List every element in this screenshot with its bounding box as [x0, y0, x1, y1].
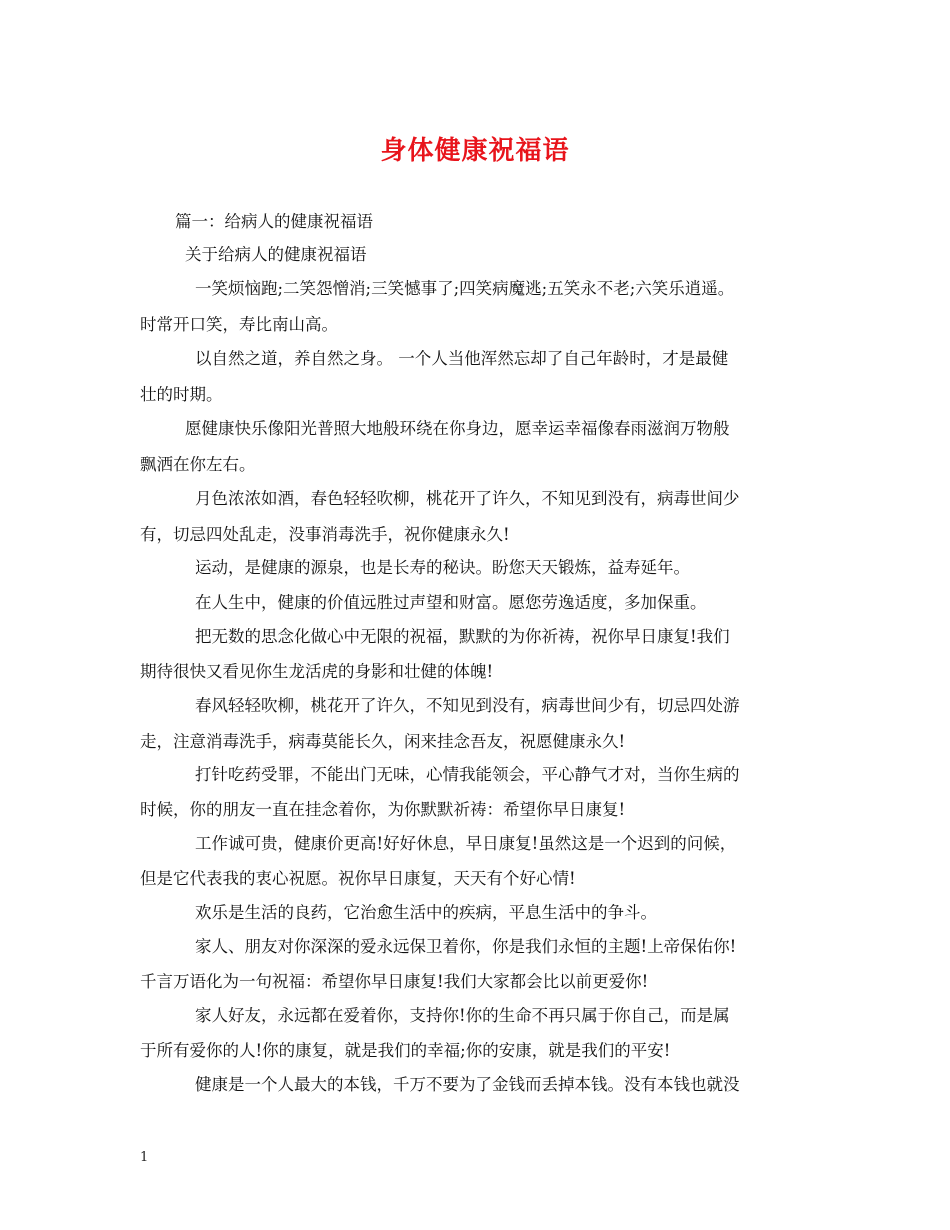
- section-heading: 篇一：给病人的健康祝福语: [175, 212, 373, 231]
- paragraph-line: 有，切忌四处乱走，没事消毒洗手，祝你健康永久!: [140, 525, 510, 544]
- paragraph-line: 走，注意消毒洗手，病毒莫能长久，闲来挂念吾友，祝愿健康永久!: [140, 732, 626, 751]
- paragraph-line: 于所有爱你的人!你的康复，就是我们的幸福;你的安康，就是我们的平安!: [140, 1041, 671, 1060]
- paragraph-line: 期待很快又看见你生龙活虎的身影和壮健的体魄!: [140, 662, 494, 681]
- paragraph-line: 运动，是健康的源泉，也是长寿的秘诀。盼您天天锻炼，益寿延年。: [195, 558, 690, 577]
- paragraph-line: 月色浓浓如酒，春色轻轻吹柳，桃花开了许久，不知见到没有，病毒世间少: [195, 489, 740, 508]
- paragraph-line: 愿健康快乐像阳光普照大地般环绕在你身边，愿幸运幸福像春雨滋润万物般: [185, 419, 730, 438]
- paragraph-line: 一笑烦恼跑;二笑怨憎消;三笑憾事了;四笑病魔逃;五笑永不老;六笑乐逍遥。: [195, 279, 735, 298]
- paragraph-line: 千言万语化为一句祝福：希望你早日康复!我们大家都会比以前更爱你!: [140, 972, 649, 991]
- paragraph-line: 健康是一个人最大的本钱，千万不要为了金钱而丢掉本钱。没有本钱也就没: [195, 1075, 740, 1094]
- paragraph-line: 欢乐是生活的良药，它治愈生活中的疾病，平息生活中的争斗。: [195, 903, 657, 922]
- paragraph-line: 打针吃药受罪，不能出门无味，心情我能领会，平心静气才对，当你生病的: [195, 765, 740, 784]
- paragraph-line: 飘洒在你左右。: [140, 455, 256, 474]
- paragraph-line: 壮的时期。: [140, 385, 223, 404]
- paragraph-line: 工作诚可贵，健康价更高!好好休息，早日康复!虽然这是一个迟到的问候，: [195, 834, 737, 853]
- paragraph-line: 家人、朋友对你深深的爱永远保卫着你，你是我们永恒的主题!上帝保佑你!: [195, 937, 737, 956]
- paragraph-line: 时候，你的朋友一直在挂念着你，为你默默祈祷：希望你早日康复!: [140, 800, 626, 819]
- page-number: 1: [140, 1150, 149, 1165]
- paragraph-line: 把无数的思念化做心中无限的祝福，默默的为你祈祷，祝你早日康复!我们: [195, 627, 730, 646]
- paragraph-line: 春风轻轻吹柳，桃花开了许久，不知见到没有，病毒世间少有，切忌四处游: [195, 696, 740, 715]
- paragraph-line: 但是它代表我的衷心祝愿。祝你早日康复，天天有个好心情!: [140, 869, 576, 888]
- paragraph-line: 家人好友，永远都在爱着你，支持你!你的生命不再只属于你自己，而是属: [195, 1006, 730, 1025]
- paragraph-line: 时常开口笑，寿比南山高。: [140, 315, 338, 334]
- subsection-heading: 关于给病人的健康祝福语: [185, 245, 367, 264]
- document-title: 身体健康祝福语: [380, 136, 570, 166]
- paragraph-line: 在人生中，健康的价值远胜过声望和财富。愿您劳逸适度，多加保重。: [195, 593, 707, 612]
- paragraph-line: 以自然之道，养自然之身。 一个人当他浑然忘却了自己年龄时，才是最健: [195, 349, 729, 368]
